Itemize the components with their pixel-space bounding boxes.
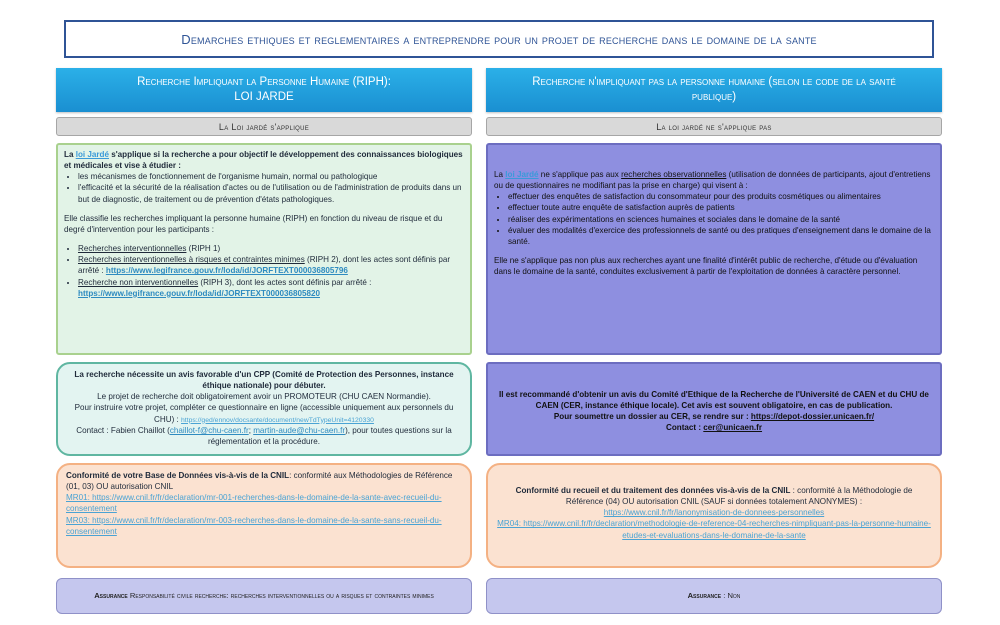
- riph-intro-post: s'applique si la recherche a pour objectif le développement des connaissances biologiques et médicales et vise à étudier :: [64, 150, 463, 171]
- cnil-riph-text: [66, 470, 462, 492]
- non-riph-intro-pre: La: [494, 170, 506, 179]
- header-non-riph-line2: publique): [691, 91, 737, 103]
- non-riph-intro-mid: ne s'applique pas aux: [538, 170, 622, 179]
- questionnaire-label: Pour instruire votre projet, compléter ce questionnaire en ligne (accessible uniquement aux personnels du CHU) :: [74, 403, 454, 424]
- riph-intro: [64, 149, 464, 171]
- riph1-title: Recherches interventionnelles: [78, 244, 187, 254]
- cnil-non-riph-bold: Conformité du recueil et du traitement des données vis-à-vis de la CNIL: [515, 486, 791, 495]
- cpp-contact-sep: ;: [248, 426, 254, 435]
- non-riph-outro: Elle ne s'applique pas non plus aux recherches ayant une finalité d'intérêt public de recherche, d'étude ou d'évaluation dans le domaine de la santé, conduites exclusivement à partir de l'exploitation de données à caractère personnel.: [494, 256, 918, 277]
- cnil-riph-bold: Conformité de votre Base de Données vis-à-vis de la CNIL: [66, 471, 290, 480]
- cer-recommendation: [496, 389, 932, 411]
- page-title: [64, 20, 934, 58]
- assurance-riph-label: Assurance: [94, 590, 128, 600]
- list-item: • l'efficacité et la sécurité de la réalisation d'actes ou de l'utilisation ou de l'administration de produits dans un but de diagnostic, de traitement ou de prévention d'états pathologiques.: [78, 182, 464, 204]
- chaillot-email-link[interactable]: chaillot-f@chu-caen.fr: [169, 426, 249, 435]
- riph1-item: [78, 243, 464, 254]
- riph3-suffix: (RIPH 3), dont les actes sont définis par arrêté :: [198, 277, 372, 287]
- promoteur-text: Le projet de recherche doit obligatoirement avoir un PROMOTEUR (CHU CAEN Normandie).: [97, 392, 431, 402]
- subheader-loi-not-applies-text: La loi jardé ne s'applique pas: [656, 121, 772, 132]
- cer-contact-pre: Contact :: [665, 423, 704, 433]
- subheader-loi-applies-text: La Loi jardé s'applique: [218, 121, 310, 132]
- cpp-requirement-text: La recherche nécessite un avis favorable d'un CPP (Comité de Protection des Personnes, instance éthique nationale) pour débuter.: [74, 370, 454, 391]
- mr03-link[interactable]: MR03: https://www.cnil.fr/fr/declaration/mr-003-recherches-dans-le-domaine-de-la-sante-sans-recueil-du-consentement: [66, 515, 442, 536]
- non-riph-objectives-list: [508, 191, 934, 247]
- riph3-title: Recherche non interventionnelles: [78, 277, 199, 287]
- recherches-observationnelles: recherches observationnelles: [621, 170, 727, 179]
- cer-submit-pre: Pour soumettre un dossier au CER, se rendre sur :: [553, 412, 751, 422]
- list-item: • les mécanismes de fonctionnement de l'organisme humain, normal ou pathologique: [78, 171, 464, 182]
- cnil-non-riph-text: [496, 485, 932, 507]
- anonymisation-link[interactable]: https://www.cnil.fr/fr/lanonymisation-de-donnees-personnelles: [603, 508, 825, 518]
- assurance-non-riph: [486, 578, 942, 614]
- cnil-non-riph-box: [486, 463, 942, 568]
- riph3-item: [78, 277, 464, 299]
- header-riph: [56, 68, 472, 112]
- loi-jarde-link[interactable]: loi Jardé: [75, 150, 109, 159]
- non-riph-definition-box: [486, 143, 942, 355]
- assurance-riph-value: Responsabilité civile recherche: recherches interventionnelles ou a risques et contraintes minimes: [127, 590, 434, 600]
- subheader-loi-applies: [56, 117, 472, 136]
- riph-objectives-list: [78, 171, 464, 204]
- list-item: • effectuer des enquêtes de satisfaction du consommateur pour des produits cosmétiques ou alimentaires: [508, 191, 934, 202]
- riph-classification: Elle classifie les recherches impliquant la personne humaine (RIPH) en fonction du niveau de risque et du degré d'intervention pour les participants :: [64, 213, 443, 234]
- assurance-non-riph-text: [688, 591, 741, 602]
- assurance-non-riph-label: Assurance: [687, 590, 722, 600]
- subheader-loi-not-applies: [486, 117, 942, 136]
- cpp-box: [56, 362, 472, 456]
- cpp-requirement: [66, 369, 462, 391]
- cpp-contact: [66, 425, 462, 447]
- riph2-item: [78, 254, 464, 276]
- non-riph-intro: [494, 169, 934, 191]
- riph2-title: Recherches interventionnelles à risques et contraintes minimes: [78, 255, 305, 265]
- loi-jarde-link[interactable]: loi Jardé: [505, 170, 539, 179]
- header-riph-line1: Recherche Impliquant la Personne Humaine (RIPH):: [137, 76, 391, 89]
- header-non-riph: [486, 68, 942, 112]
- riph2-legifrance-link[interactable]: https://www.legifrance.gouv.fr/loda/id/JORFTEXT000036805796: [105, 266, 348, 276]
- mr01-link[interactable]: MR01: https://www.cnil.fr/fr/declaration/mr-001-recherches-dans-le-domaine-de-la-sante-avec-recueil-du-consentement: [66, 493, 442, 514]
- cer-contact: [496, 422, 932, 433]
- riph3-legifrance-link[interactable]: https://www.legifrance.gouv.fr/loda/id/JORFTEXT000036805820: [78, 288, 320, 298]
- cnil-non-riph-rest: : conformité à la Méthodologie de Référence (04) OU autorisation CNIL (SAUF si données totalement ANONYMES) :: [565, 486, 913, 507]
- assurance-non-riph-value: : Non: [721, 590, 741, 600]
- cer-email-link[interactable]: cer@unicaen.fr: [703, 423, 763, 433]
- riph-intro-pre: La: [64, 150, 76, 159]
- riph-definition-box: [56, 143, 472, 355]
- questionnaire-link[interactable]: https://ged/ennov/docsante/document/newTdTypeUnit=4120330: [181, 416, 374, 424]
- assurance-riph: [56, 578, 472, 614]
- non-riph-intro-post: (utilisation de données de participants, ajout d'entretiens ou de questionnaires ne modifiant pas la prise en charge) qui visent à :: [494, 170, 931, 191]
- header-non-riph-line1: Recherche n'impliquant pas la personne humaine (selon le code de la santé: [532, 76, 896, 89]
- header-riph-line2: LOI JARDE: [234, 91, 294, 103]
- list-item: • effectuer toute autre enquête de satisfaction auprès de patients: [508, 202, 934, 213]
- cer-recommendation-text: Il est recommandé d'obtenir un avis du Comité d'Ethique de la Recherche de l'Université de CAEN et du CHU de CAEN (CER, instance éthique locale). Cet avis est souvent obligatoire, en cas de publication.: [499, 390, 929, 411]
- cer-box: [486, 362, 942, 456]
- martin-aude-email-link[interactable]: martin-aude@chu-caen.fr: [253, 426, 346, 435]
- list-item: • évaluer des modalités d'exercice des professionnels de santé ou des pratiques d'enseignement dans le domaine de la santé.: [508, 225, 934, 247]
- cer-submit: [496, 411, 932, 422]
- cpp-contact-pre: Contact : Fabien Chaillot (: [76, 426, 170, 435]
- mr04-link[interactable]: MR04: https://www.cnil.fr/fr/declaration/methodologie-de-reference-04-recherches-nimpliquant-pas-la-personne-humaine-etudes-et-evaluations-dans-le-domaine-de-la-sante: [497, 519, 931, 540]
- assurance-riph-text: [94, 591, 434, 602]
- cnil-riph-box: [56, 463, 472, 568]
- questionnaire-text: [66, 402, 462, 425]
- list-item: • réaliser des expérimentations en sciences humaines et sociales dans le domaine de la santé: [508, 214, 934, 225]
- riph2-suffix: (RIPH 2), dont les actes sont définis par arrêté :: [78, 255, 451, 276]
- riph1-suffix: (RIPH 1): [186, 244, 221, 254]
- cpp-contact-post: ), pour toutes questions sur la réglementation et la procédure.: [207, 426, 452, 447]
- page-title-text: Demarches ethiques et reglementaires a entreprendre pour un projet de recherche dans le domaine de la sante: [181, 31, 817, 47]
- depot-dossier-link[interactable]: https://depot-dossier.unicaen.fr/: [750, 412, 875, 422]
- cnil-riph-rest: : conformité aux Méthodologies de Référence (01, 03) OU autorisation CNIL: [66, 471, 453, 492]
- riph-categories-list: [78, 243, 464, 299]
